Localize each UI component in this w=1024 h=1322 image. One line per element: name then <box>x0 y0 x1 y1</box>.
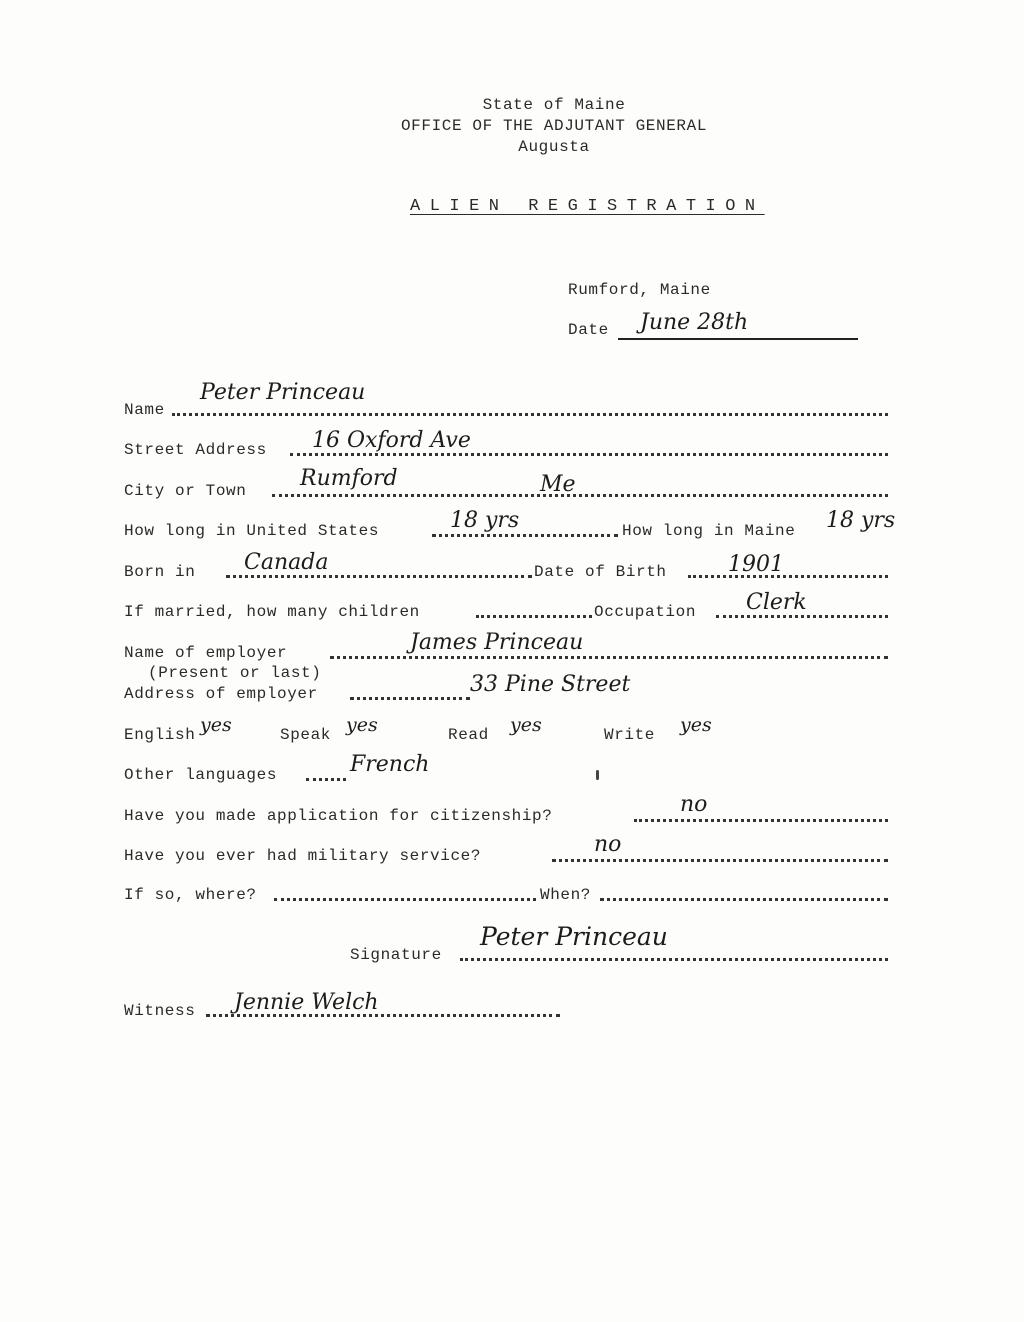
signature-value: Peter Princeau <box>480 922 668 951</box>
witness-label: Witness <box>124 1002 196 1020</box>
city-label: City or Town <box>124 482 247 500</box>
military-value: no <box>594 832 622 857</box>
children-line <box>476 615 592 618</box>
born-in-label: Born in <box>124 563 196 581</box>
english-value: yes <box>200 714 232 736</box>
write-label: Write <box>604 726 656 744</box>
when-label: When? <box>540 886 592 904</box>
when-line <box>600 898 888 901</box>
occupation-value: Clerk <box>746 590 807 615</box>
read-label: Read <box>448 726 489 744</box>
if-so-where-line <box>274 898 536 901</box>
name-value: Peter Princeau <box>200 380 366 405</box>
how-long-us-line <box>432 534 618 537</box>
signature-label: Signature <box>350 946 442 964</box>
date-of-birth-label: Date of Birth <box>534 563 667 581</box>
military-line <box>552 859 888 862</box>
date-of-birth-line <box>688 575 888 578</box>
born-in-value: Canada <box>244 550 329 575</box>
speak-value: yes <box>346 714 378 736</box>
city-value: Rumford <box>300 466 398 491</box>
header-office: OFFICE OF THE ADJUTANT GENERAL <box>400 117 708 135</box>
how-long-us-label: How long in United States <box>124 522 380 540</box>
speak-label: Speak <box>280 726 332 744</box>
location: Rumford, Maine <box>568 281 711 299</box>
employer-address-line <box>350 697 470 700</box>
employer-name-line <box>330 656 888 659</box>
employer-address-label: Address of employer <box>124 685 318 703</box>
read-value: yes <box>510 714 542 736</box>
date-value: June 28th <box>640 310 749 335</box>
english-label: English <box>124 726 196 744</box>
how-long-maine-label: How long in Maine <box>622 522 796 540</box>
present-or-last-label: (Present or last) <box>148 664 322 682</box>
city-line <box>272 494 888 497</box>
citizenship-line <box>634 819 888 822</box>
employer-name-label: Name of employer <box>124 644 288 662</box>
street-address-label: Street Address <box>124 441 267 459</box>
street-address-value: 16 Oxford Ave <box>312 428 471 453</box>
name-label: Name <box>124 401 165 419</box>
street-address-line <box>290 453 888 456</box>
employer-address-value: 33 Pine Street <box>470 672 631 697</box>
signature-line <box>460 958 888 961</box>
stray-mark <box>596 770 599 780</box>
date-label: Date <box>568 321 609 339</box>
children-label: If married, how many children <box>124 603 420 621</box>
form-title: ALIEN REGISTRATION <box>410 197 765 216</box>
military-label: Have you ever had military service? <box>124 847 482 865</box>
occupation-label: Occupation <box>594 603 697 621</box>
how-long-maine-value: 18 yrs <box>826 508 896 533</box>
occupation-line <box>716 615 888 618</box>
header-city: Augusta <box>518 138 590 156</box>
born-in-line <box>226 575 532 578</box>
header-state: State of Maine <box>482 96 626 114</box>
if-so-where-label: If so, where? <box>124 886 257 904</box>
date-of-birth-value: 1901 <box>728 552 784 577</box>
citizenship-label: Have you made application for citizenship? <box>124 807 553 825</box>
other-languages-label: Other languages <box>124 766 278 784</box>
how-long-us-value: 18 yrs <box>450 508 520 533</box>
other-languages-value: French <box>350 752 430 777</box>
citizenship-value: no <box>680 792 708 817</box>
employer-name-value: James Princeau <box>410 630 584 655</box>
name-line <box>172 413 888 416</box>
other-languages-line <box>306 778 346 781</box>
write-value: yes <box>680 714 712 736</box>
witness-value: Jennie Welch <box>234 990 379 1015</box>
date-underline <box>618 338 858 340</box>
state-value: Me <box>540 472 576 497</box>
